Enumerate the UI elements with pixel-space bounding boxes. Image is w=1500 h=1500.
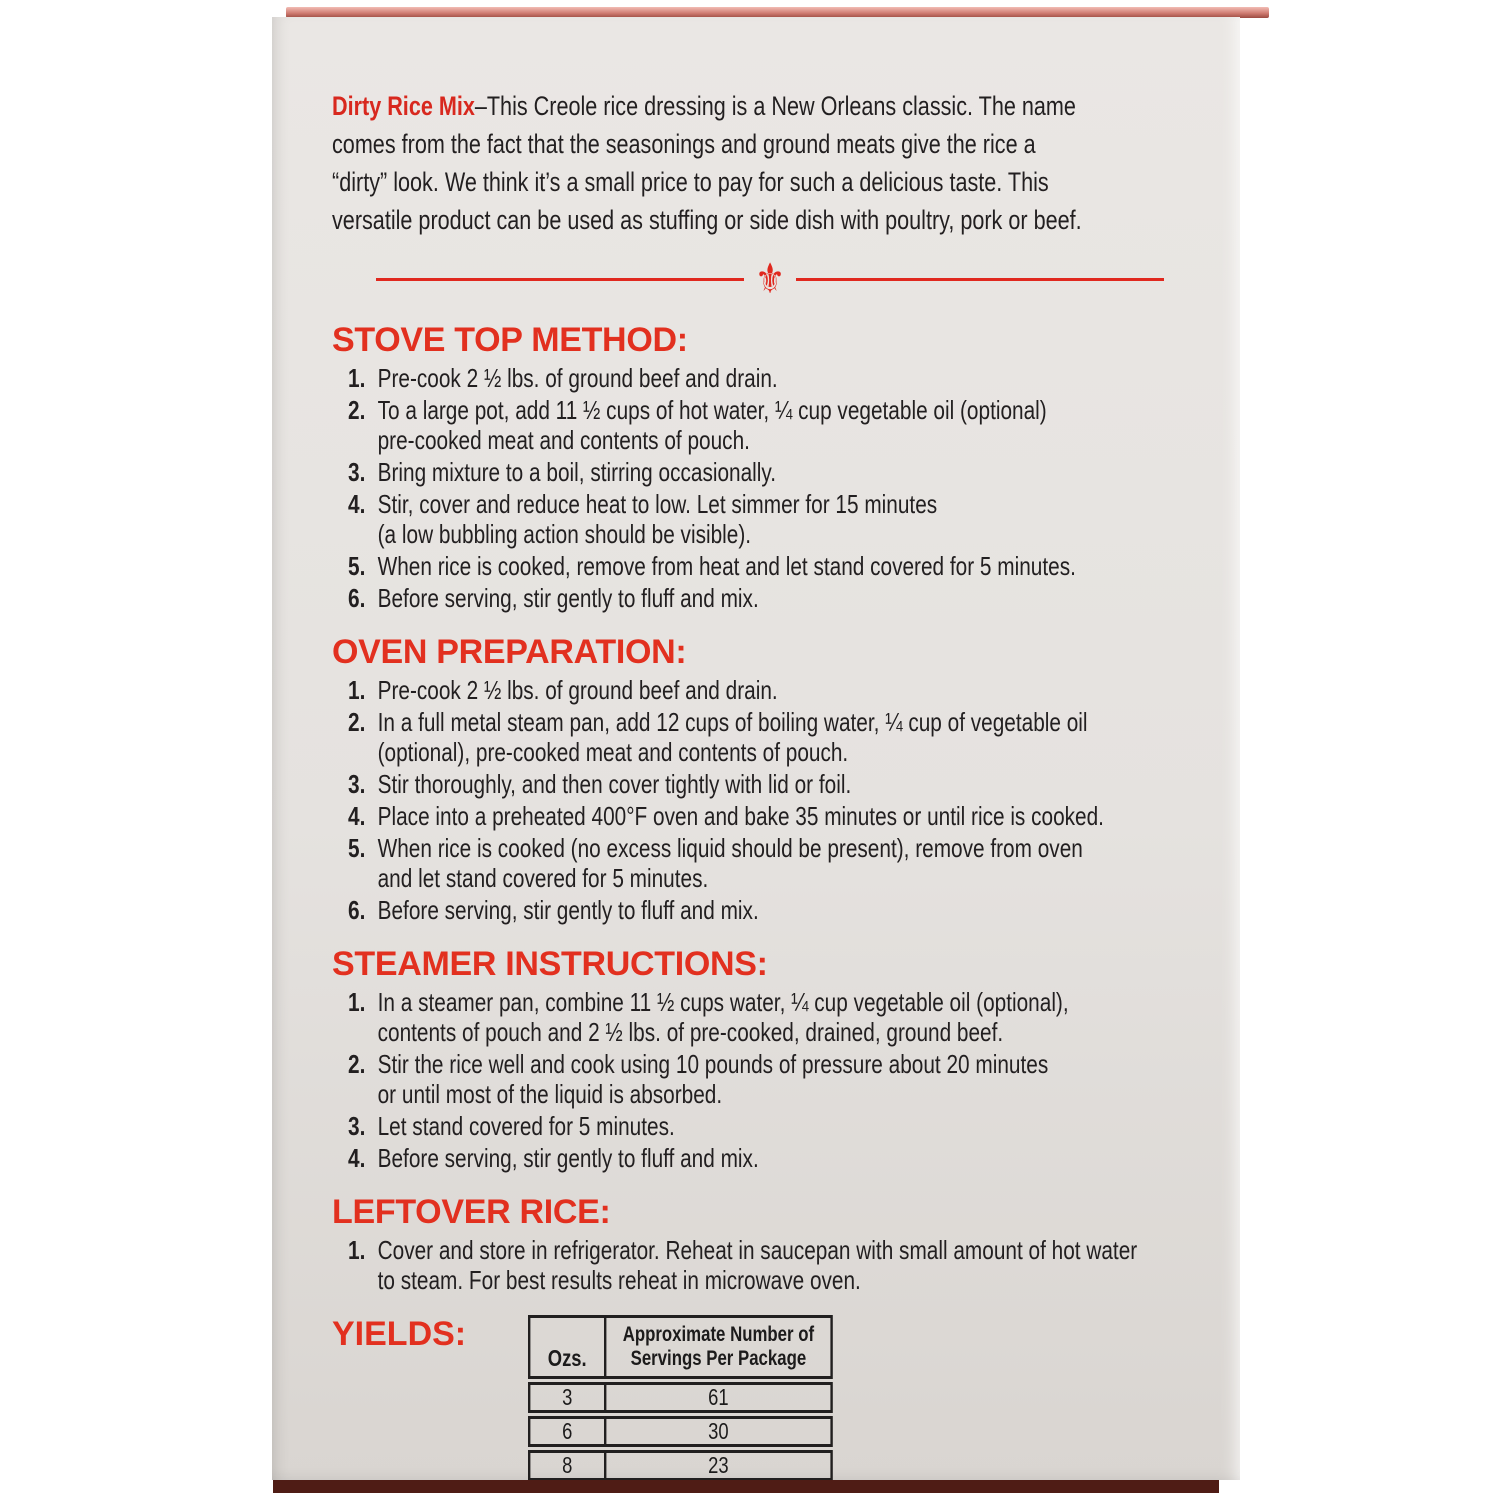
instruction-item (348, 801, 1192, 831)
instruction-item (348, 987, 1192, 1047)
section-heading (332, 633, 1192, 671)
yields-table-header (528, 1315, 833, 1379)
item-text (378, 551, 1076, 581)
item-text-line: Before serving, stir gently to fluff and mix. (377, 1143, 759, 1173)
item-text-line: When rice is cooked, remove from heat and let stand covered for 5 minutes. (377, 551, 1076, 581)
item-text-line: or until most of the liquid is absorbed. (377, 1079, 723, 1109)
item-number: 1. (348, 675, 366, 705)
item-text-line: Place into a preheated 400°F oven and bake 35 minutes or until rice is cooked. (377, 801, 1104, 831)
yields-table-row (528, 1450, 833, 1481)
cell-ozs: 6 (530, 1419, 606, 1444)
instruction-item (348, 395, 1192, 455)
item-text (378, 1049, 1049, 1109)
intro-line: comes from the fact that the seasonings and ground meats give the rice a (332, 129, 1036, 159)
instruction-item (348, 457, 1192, 487)
item-text (378, 987, 1069, 1047)
instruction-item (348, 489, 1192, 549)
divider-rule-left (376, 278, 744, 281)
item-text-line: (optional), pre-cooked meat and contents of pouch. (377, 737, 849, 767)
col-header-ozs: Ozs. (530, 1318, 606, 1376)
section-heading (332, 1193, 1192, 1231)
instruction-section (332, 321, 1192, 613)
instruction-section (332, 945, 1192, 1173)
item-number: 3. (348, 1111, 366, 1141)
item-text (378, 583, 759, 613)
yields-label: YIELDS: (332, 1315, 467, 1353)
yields-table-row (528, 1416, 833, 1447)
instruction-item (348, 895, 1192, 925)
section-heading (332, 945, 1192, 983)
yields-label-wrap (332, 1315, 528, 1353)
item-number: 5. (348, 551, 366, 581)
col-header-servings (606, 1318, 830, 1376)
intro-line: versatile product can be used as stuffing or side dish with poultry, pork or beef. (332, 205, 1082, 235)
item-number: 1. (348, 1235, 366, 1265)
instruction-item (348, 551, 1192, 581)
item-text-line: to steam. For best results reheat in microwave oven. (377, 1265, 861, 1295)
intro-line-1-text: –This Creole rice dressing is a New Orleans classic. The name (474, 91, 1076, 121)
item-text-line: Before serving, stir gently to fluff and mix. (377, 583, 759, 613)
item-text-line: To a large pot, add 11 ½ cups of hot water, ¼ cup vegetable oil (optional) (377, 395, 1047, 425)
item-number: 2. (348, 395, 366, 425)
item-number: 2. (348, 1049, 366, 1079)
cell-servings: 23 (708, 1452, 729, 1478)
item-text (378, 801, 1104, 831)
fleur-de-lis-icon: ⚜ (754, 254, 786, 303)
instruction-item (348, 583, 1192, 613)
box-back-panel (272, 17, 1240, 1480)
instruction-section (332, 633, 1192, 925)
item-text-line: In a full metal steam pan, add 12 cups of boiling water, ¼ cup of vegetable oil (377, 707, 1088, 737)
instruction-sections (332, 321, 1192, 1295)
item-text (378, 457, 776, 487)
item-text-line: When rice is cooked (no excess liquid should be present), remove from oven (377, 833, 1083, 863)
item-text-line: Before serving, stir gently to fluff and mix. (377, 895, 759, 925)
instruction-item (348, 1049, 1192, 1109)
item-text-line: Cover and store in refrigerator. Reheat in saucepan with small amount of hot water (377, 1235, 1138, 1265)
item-text (378, 675, 778, 705)
box-bottom-edge (273, 1480, 1219, 1493)
item-number: 4. (348, 489, 366, 519)
item-number: 1. (348, 363, 366, 393)
instruction-item (348, 1111, 1192, 1141)
item-number: 6. (348, 895, 366, 925)
yields-table (528, 1315, 833, 1481)
col-header-servings-line: Approximate Number of (622, 1323, 815, 1346)
intro-paragraph (332, 87, 1192, 239)
cell-servings: 61 (708, 1384, 729, 1410)
item-text (378, 1111, 675, 1141)
printed-content (272, 17, 1240, 1481)
instruction-item (348, 769, 1192, 799)
item-text (378, 1235, 1138, 1295)
item-text (378, 1143, 759, 1173)
item-text (378, 363, 778, 393)
divider-rule-right (796, 278, 1164, 281)
section-heading (332, 321, 1192, 359)
intro-product-name: Dirty Rice Mix (332, 91, 475, 121)
item-number: 1. (348, 987, 366, 1017)
item-text (378, 707, 1088, 767)
instruction-item (348, 1235, 1192, 1295)
instruction-section (332, 1193, 1192, 1295)
item-text-line: Let stand covered for 5 minutes. (377, 1111, 675, 1141)
item-text-line: In a steamer pan, combine 11 ½ cups water, ¼ cup vegetable oil (optional), (377, 987, 1069, 1017)
section-heading-text: STEAMER INSTRUCTIONS: (332, 945, 768, 983)
item-number: 4. (348, 1143, 366, 1173)
item-text (378, 395, 1047, 455)
item-text-line: Pre-cook 2 ½ lbs. of ground beef and drain. (377, 675, 778, 705)
cell-ozs: 3 (530, 1385, 606, 1410)
item-text-line: pre-cooked meat and contents of pouch. (377, 425, 750, 455)
section-heading-text: OVEN PREPARATION: (332, 633, 687, 671)
section-heading-text: LEFTOVER RICE: (332, 1193, 611, 1231)
cell-ozs: 8 (530, 1453, 606, 1478)
yields-section (332, 1315, 1192, 1481)
item-text-line: (a low bubbling action should be visible). (377, 519, 752, 549)
ornamental-divider (376, 254, 1164, 303)
item-text-line: Stir, cover and reduce heat to low. Let simmer for 15 minutes (377, 489, 938, 519)
instruction-item (348, 833, 1192, 893)
instruction-item (348, 1143, 1192, 1173)
item-number: 3. (348, 769, 366, 799)
item-text (378, 895, 759, 925)
item-text (378, 489, 938, 549)
cell-servings: 30 (708, 1418, 729, 1444)
item-number: 6. (348, 583, 366, 613)
instruction-item (348, 707, 1192, 767)
item-text (378, 769, 852, 799)
item-text-line: Stir the rice well and cook using 10 pounds of pressure about 20 minutes (377, 1049, 1049, 1079)
intro-line (332, 87, 1192, 125)
item-text (378, 833, 1083, 893)
item-number: 5. (348, 833, 366, 863)
yields-table-row (528, 1382, 833, 1413)
item-number: 4. (348, 801, 366, 831)
section-heading-text: STOVE TOP METHOD: (332, 321, 688, 359)
instruction-item (348, 675, 1192, 705)
item-text-line: and let stand covered for 5 minutes. (377, 863, 709, 893)
col-header-servings-line: Servings Per Package (630, 1347, 807, 1370)
item-text-line: Stir thoroughly, and then cover tightly with lid or foil. (377, 769, 852, 799)
item-number: 3. (348, 457, 366, 487)
item-text-line: Pre-cook 2 ½ lbs. of ground beef and drain. (377, 363, 778, 393)
yields-table-rows (528, 1382, 833, 1481)
instruction-item (348, 363, 1192, 393)
item-number: 2. (348, 707, 366, 737)
item-text-line: contents of pouch and 2 ½ lbs. of pre-cooked, drained, ground beef. (377, 1017, 1004, 1047)
item-text-line: Bring mixture to a boil, stirring occasionally. (377, 457, 777, 487)
intro-line: “dirty” look. We think it’s a small price to pay for such a delicious taste. This (332, 167, 1049, 197)
